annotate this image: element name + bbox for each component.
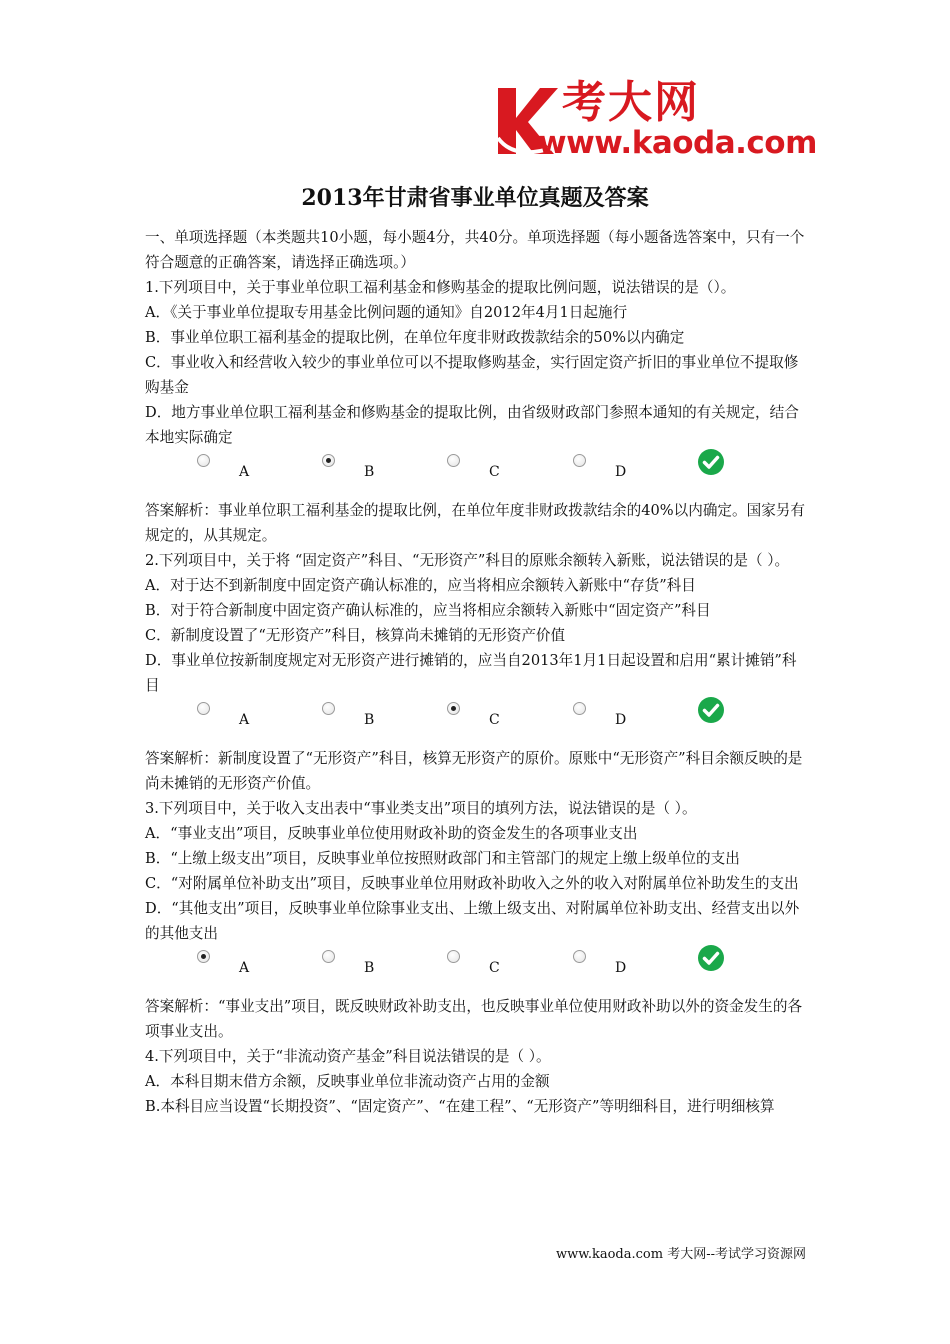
option-text: D．地方事业单位职工福利基金和修购基金的提取比例，由省级财政部门参照本通知的有关规定，结合本地实际确定: [145, 404, 799, 446]
radio-c[interactable]: [447, 950, 460, 963]
radio-b[interactable]: [322, 454, 335, 467]
answer-option-d[interactable]: [573, 702, 627, 742]
answer-option-a[interactable]: [197, 702, 250, 742]
radio-a[interactable]: [197, 950, 210, 963]
option-text: B．对于符合新制度中固定资产确认标准的，应当将相应余额转入新账中“固定资产”科目: [145, 602, 711, 619]
option-text: D．“其他支出”项目，反映事业单位除事业支出、上缴上级支出、对附属单位补助支出、经营支出以外的其他支出: [145, 900, 800, 942]
question-stem: 2.下列项目中，关于将 “固定资产”科目、“无形资产”科目的原账余额转入新账，说法错误的是（ ）。: [145, 552, 790, 569]
check-icon: [697, 448, 725, 476]
question-block: [145, 1044, 810, 1119]
option-text: C．事业收入和经营收入较少的事业单位可以不提取修购基金，实行固定资产折旧的事业单位不提取修购基金: [145, 354, 799, 396]
answer-option-a[interactable]: [197, 950, 250, 990]
check-icon: [697, 944, 725, 972]
check-icon: [697, 696, 725, 724]
option-letter-d: D: [615, 464, 627, 480]
option-letter-a: A: [239, 712, 250, 728]
answer-option-b[interactable]: [322, 454, 375, 494]
question-stem: 3.下列项目中，关于收入支出表中“事业类支出”项目的填列方法，说法错误的是（ ）。: [145, 800, 697, 817]
option-letter-c: C: [489, 712, 500, 728]
option-text: B．“上缴上级支出”项目，反映事业单位按照财政部门和主管部门的规定上缴上级单位的支出: [145, 850, 740, 867]
radio-a[interactable]: [197, 454, 210, 467]
answer-option-d[interactable]: [573, 950, 627, 990]
question-stem: 4.下列项目中，关于“非流动资产基金”科目说法错误的是（ ）。: [145, 1048, 551, 1065]
answer-option-b[interactable]: [322, 950, 375, 990]
option-text: B.本科目应当设置“长期投资”、“固定资产”、“在建工程”、“无形资产”等明细科目，进行明细核算: [145, 1098, 775, 1115]
option-letter-a: A: [239, 960, 250, 976]
answer-explanation: 答案解析：新制度设置了“无形资产”科目，核算无形资产的原价。原账中“无形资产”科目余额反映的是尚未摊销的无形资产价值。: [145, 750, 803, 792]
option-text: A．本科目期末借方余额，反映事业单位非流动资产占用的金额: [145, 1073, 550, 1090]
document-body: [145, 225, 810, 1119]
answer-row: [145, 450, 810, 498]
radio-a[interactable]: [197, 702, 210, 715]
radio-c[interactable]: [447, 454, 460, 467]
answer-option-c[interactable]: [447, 454, 500, 494]
option-text: C．新制度设置了“无形资产”科目，核算尚未摊销的无形资产价值: [145, 627, 566, 644]
question-block: [145, 275, 810, 548]
answer-row: [145, 698, 810, 746]
question-block: [145, 548, 810, 796]
answer-explanation: 答案解析：“事业支出”项目，既反映财政补助支出，也反映事业单位使用财政补助以外的资金发生的各项事业支出。: [145, 998, 803, 1040]
answer-option-c[interactable]: [447, 702, 500, 742]
radio-b[interactable]: [322, 702, 335, 715]
option-letter-a: A: [239, 464, 250, 480]
option-letter-b: B: [364, 712, 375, 728]
radio-b[interactable]: [322, 950, 335, 963]
option-letter-c: C: [489, 960, 500, 976]
radio-d[interactable]: [573, 950, 586, 963]
option-text: B．事业单位职工福利基金的提取比例，在单位年度非财政拨款结余的50%以内确定: [145, 329, 685, 346]
logo-url-text: www.kaoda.com: [538, 125, 817, 161]
answer-option-b[interactable]: [322, 702, 375, 742]
option-letter-b: B: [364, 464, 375, 480]
option-text: D．事业单位按新制度规定对无形资产进行摊销的，应当自2013年1月1日起设置和启用“累计摊销”科目: [145, 652, 797, 694]
option-text: A．《关于事业单位提取专用基金比例问题的通知》自2012年4月1日起施行: [145, 304, 628, 321]
option-text: C．“对附属单位补助支出”项目，反映事业单位用财政补助收入之外的收入对附属单位补助发生的支出: [145, 875, 799, 892]
option-letter-c: C: [489, 464, 500, 480]
answer-option-a[interactable]: [197, 454, 250, 494]
answer-row: [145, 946, 810, 994]
option-text: A．“事业支出”项目，反映事业单位使用财政补助的资金发生的各项事业支出: [145, 825, 638, 842]
question-stem: 1.下列项目中，关于事业单位职工福利基金和修购基金的提取比例问题，说法错误的是（）。: [145, 279, 736, 296]
answer-explanation: 答案解析：事业单位职工福利基金的提取比例，在单位年度非财政拨款结余的40%以内确定。国家另有规定的，从其规定。: [145, 502, 805, 544]
radio-d[interactable]: [573, 454, 586, 467]
answer-option-c[interactable]: [447, 950, 500, 990]
option-letter-d: D: [615, 712, 627, 728]
page-footer: www.kaoda.com 考大网--考试学习资源网: [556, 1247, 806, 1262]
page-title: 2013年甘肃省事业单位真题及答案: [301, 185, 649, 211]
logo-brand-text: 考大网: [562, 77, 700, 128]
question-block: [145, 796, 810, 1044]
option-letter-d: D: [615, 960, 627, 976]
answer-option-d[interactable]: [573, 454, 627, 494]
option-letter-b: B: [364, 960, 375, 976]
kaoda-logo: [492, 77, 817, 161]
radio-d[interactable]: [573, 702, 586, 715]
option-text: A．对于达不到新制度中固定资产确认标准的，应当将相应余额转入新账中“存货”科目: [145, 577, 696, 594]
section-intro: 一、单项选择题（本类题共10小题，每小题4分，共40分。单项选择题（每小题备选答案中，只有一个符合题意的正确答案，请选择正确选项。）: [145, 229, 805, 271]
radio-c[interactable]: [447, 702, 460, 715]
